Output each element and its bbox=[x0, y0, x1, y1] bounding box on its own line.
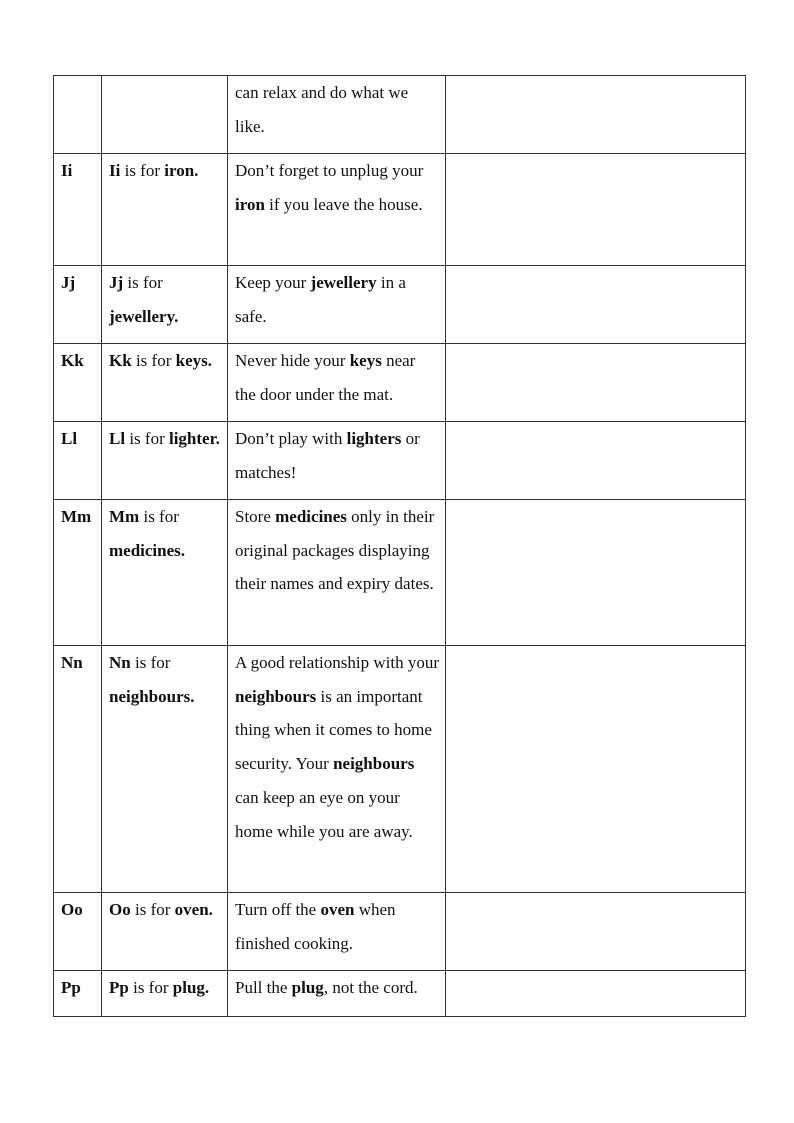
table-row bbox=[54, 76, 746, 154]
tip-cell bbox=[228, 76, 446, 154]
letter-cell: Ii bbox=[54, 154, 102, 266]
tip-cell bbox=[228, 500, 446, 646]
blank-answer-cell bbox=[446, 646, 746, 893]
blank-answer-cell bbox=[446, 500, 746, 646]
letter-cell: Nn bbox=[54, 646, 102, 893]
bold-text: Pp bbox=[109, 978, 129, 997]
text-segment: Never hide your bbox=[235, 351, 350, 370]
text-segment: if you leave the house. bbox=[264, 194, 423, 214]
text-segment: only in their original packages displaying their names and expiry dates. bbox=[235, 507, 435, 594]
text-segment: is for bbox=[123, 273, 163, 292]
text-segment: A good relationship with your bbox=[235, 653, 439, 672]
table-row bbox=[54, 154, 746, 266]
text-segment: is for bbox=[128, 978, 173, 997]
bold-text: plug bbox=[291, 978, 324, 997]
bold-text: iron. bbox=[164, 161, 199, 180]
bold-text: medicines. bbox=[109, 540, 186, 560]
table-row bbox=[54, 646, 746, 893]
rule-cell bbox=[102, 500, 228, 646]
bold-text: oven. bbox=[174, 900, 213, 919]
bold-text: Ll bbox=[109, 429, 126, 448]
text-segment: like. bbox=[235, 116, 265, 136]
blank-answer-cell bbox=[446, 422, 746, 500]
tip-cell bbox=[228, 422, 446, 500]
table-row bbox=[54, 893, 746, 971]
text-segment: Keep your bbox=[235, 273, 311, 292]
text-segment: Don’t play with bbox=[235, 429, 347, 448]
bold-text: Mm bbox=[109, 507, 140, 526]
text-segment: Pull the bbox=[235, 978, 292, 997]
text-segment: Turn off the bbox=[235, 900, 321, 919]
bold-text: plug. bbox=[172, 978, 210, 997]
tip-cell bbox=[228, 344, 446, 422]
bold-text: neighbours. bbox=[109, 686, 195, 706]
bold-text: Oo bbox=[109, 900, 131, 919]
table-row bbox=[54, 500, 746, 646]
text-segment: is for bbox=[125, 429, 169, 448]
blank-answer-cell bbox=[446, 154, 746, 266]
rule-cell bbox=[102, 422, 228, 500]
bold-text: neighbours bbox=[333, 754, 415, 774]
table-body bbox=[54, 76, 746, 1017]
text-segment: near the door under the mat. bbox=[235, 351, 416, 404]
tip-cell bbox=[228, 154, 446, 266]
rule-cell bbox=[102, 344, 228, 422]
rule-cell bbox=[102, 893, 228, 971]
rule-cell bbox=[102, 646, 228, 893]
tip-cell bbox=[228, 971, 446, 1017]
bold-text: neighbours bbox=[235, 686, 317, 706]
bold-text: jewellery. bbox=[109, 306, 179, 326]
text-segment: is for bbox=[120, 161, 165, 180]
text-segment: or matches! bbox=[235, 429, 420, 482]
bold-text: lighters bbox=[346, 429, 402, 448]
letter-cell: Kk bbox=[54, 344, 102, 422]
text-segment: is for bbox=[139, 507, 179, 526]
bold-text: iron bbox=[235, 194, 265, 214]
blank-answer-cell bbox=[446, 76, 746, 154]
bold-text: medicines bbox=[275, 507, 347, 526]
text-segment: is for bbox=[130, 900, 175, 919]
letter-cell bbox=[54, 76, 102, 154]
rule-cell bbox=[102, 266, 228, 344]
rule-cell bbox=[102, 76, 228, 154]
bold-text: lighter. bbox=[168, 429, 220, 448]
text-segment: can keep an eye on your home while you are away. bbox=[235, 787, 413, 841]
text-segment: Store bbox=[235, 507, 276, 526]
text-segment: in a safe. bbox=[235, 273, 406, 326]
text-segment: is for bbox=[131, 351, 176, 370]
bold-text: keys bbox=[349, 351, 382, 370]
letter-cell: Ll bbox=[54, 422, 102, 500]
table-row bbox=[54, 971, 746, 1017]
blank-answer-cell bbox=[446, 893, 746, 971]
blank-answer-cell bbox=[446, 266, 746, 344]
letter-cell: Oo bbox=[54, 893, 102, 971]
bold-text: Nn bbox=[109, 653, 131, 672]
bold-text: keys. bbox=[175, 351, 212, 370]
text-segment: , not the cord. bbox=[323, 978, 418, 997]
letter-cell: Pp bbox=[54, 971, 102, 1017]
text-segment: is an important thing when it comes to home security. Your bbox=[235, 686, 432, 774]
text-segment: is for bbox=[130, 653, 171, 672]
letter-cell: Jj bbox=[54, 266, 102, 344]
table-row bbox=[54, 266, 746, 344]
text-segment: can relax and do what we bbox=[235, 83, 409, 102]
rule-cell bbox=[102, 154, 228, 266]
alphabet-safety-table bbox=[53, 75, 746, 1017]
blank-answer-cell bbox=[446, 344, 746, 422]
bold-text: Jj bbox=[109, 273, 124, 292]
tip-cell bbox=[228, 266, 446, 344]
tip-cell bbox=[228, 646, 446, 893]
tip-cell bbox=[228, 893, 446, 971]
blank-answer-cell bbox=[446, 971, 746, 1017]
table-row bbox=[54, 422, 746, 500]
table-row bbox=[54, 344, 746, 422]
letter-cell: Mm bbox=[54, 500, 102, 646]
bold-text: Kk bbox=[109, 351, 132, 370]
text-segment: when finished cooking. bbox=[235, 900, 396, 953]
text-segment: Don’t forget to unplug your bbox=[235, 161, 424, 180]
bold-text: Ii bbox=[109, 161, 121, 180]
bold-text: jewellery bbox=[310, 273, 377, 292]
bold-text: oven bbox=[320, 900, 355, 919]
rule-cell bbox=[102, 971, 228, 1017]
